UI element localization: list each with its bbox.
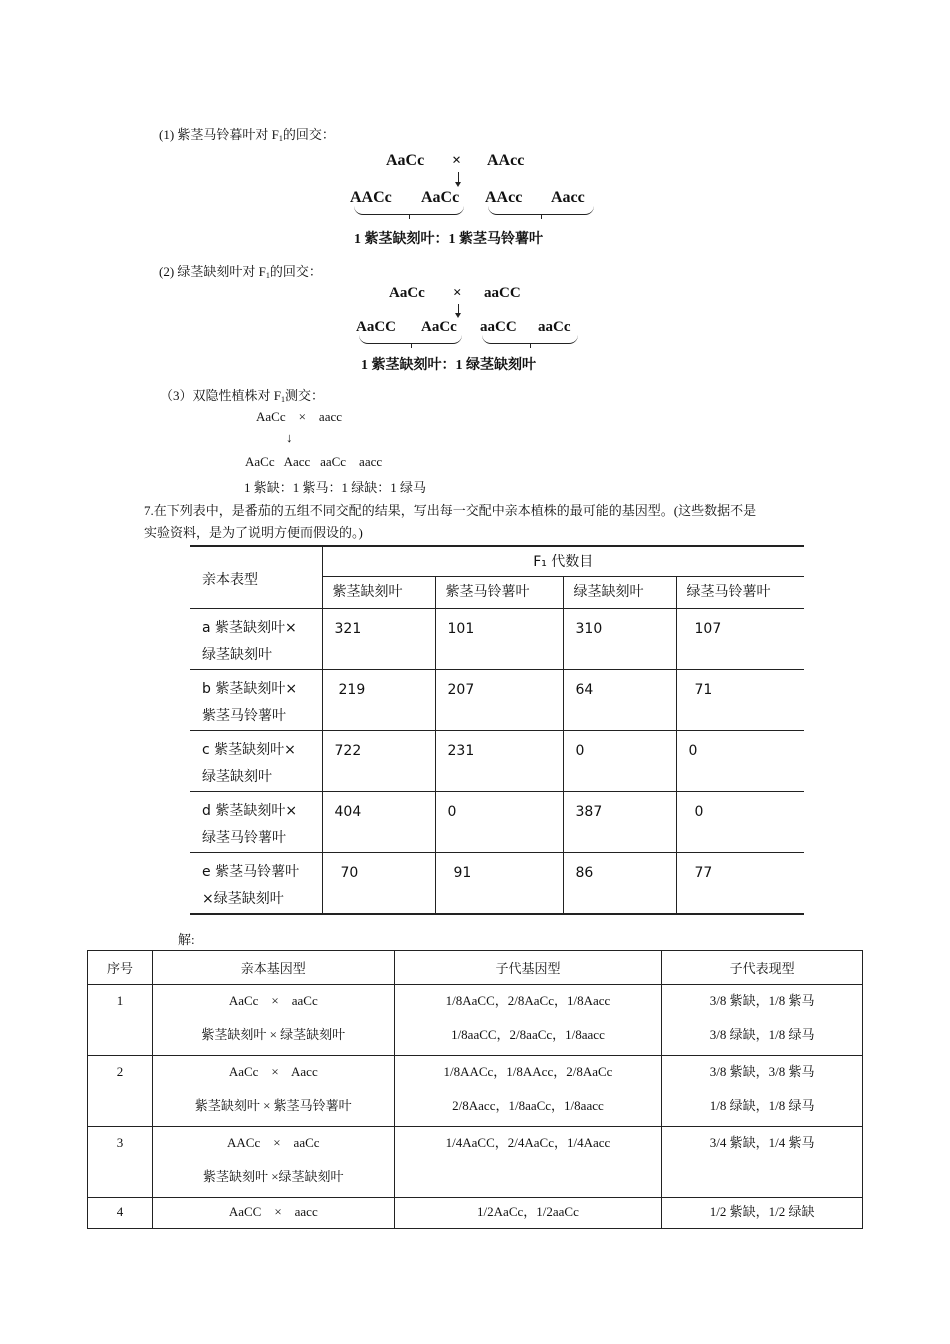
count-cell: 321 [322, 608, 435, 669]
count-cell: 722 [322, 730, 435, 791]
section1-offspring-1: AACc [350, 189, 392, 206]
answer-header-offspring-genotype: 子代基因型 [394, 951, 662, 985]
count-cell: 71 [676, 669, 804, 730]
section1-arrow-icon [458, 172, 459, 184]
table-row [190, 608, 804, 669]
count-cell: 0 [563, 730, 676, 791]
parent-phenotype: 紫茎缺刻叶 × 绿茎缺刻叶 [201, 1027, 346, 1042]
count-cell: 77 [676, 852, 804, 914]
parent-genotype: AaCC × aacc [228, 1204, 318, 1219]
section1-offspring-2: AaCc [421, 189, 460, 206]
count-cell: 86 [563, 852, 676, 914]
offspring-genotype-line: 1/2AaCc，1/2aaCc [477, 1204, 579, 1219]
answer-header-parent: 亲本基因型 [152, 951, 394, 985]
table-row [190, 669, 804, 730]
count-cell: 101 [435, 608, 563, 669]
column-header: 紫茎马铃薯叶 [435, 576, 563, 608]
section2-label: (2) 绿茎缺刻叶对 $F_1$的回交： [159, 264, 322, 280]
section2-brace-left [359, 335, 462, 344]
parent-genotype: AaCc × Aacc [228, 1064, 318, 1079]
table-row [88, 1056, 863, 1127]
solution-label: 解: [178, 932, 195, 947]
count-cell: 0 [676, 730, 804, 791]
parent-phenotype: 紫茎缺刻叶 × 紫茎马铃薯叶 [194, 1098, 352, 1113]
offspring-genotype-line: 2/8Aacc，1/8aaCc，1/8aacc [452, 1098, 604, 1113]
section1-offspring-3: AAcc [485, 189, 523, 206]
offspring-genotype-line: 1/8AACc，1/8AAcc，2/8AaCc [443, 1064, 613, 1079]
row-number: 3 [116, 1135, 124, 1150]
parent-phenotype-cell: d 紫茎缺刻叶× 绿茎马铃薯叶 [190, 791, 322, 852]
table-row [88, 1127, 863, 1198]
column-header: 绿茎马铃薯叶 [676, 576, 804, 608]
parent-phenotype: 紫茎缺刻叶 ×绿茎缺刻叶 [202, 1169, 344, 1184]
table-row [88, 1198, 863, 1229]
count-cell: 404 [322, 791, 435, 852]
section3-offspring: AaCc Aacc aaCc aacc [245, 454, 383, 469]
offspring-genotype-line: 1/4AaCC，2/4AaCc，1/4Aacc [445, 1135, 611, 1150]
table-row [190, 730, 804, 791]
parent-genotype: AACc × aaCc [227, 1135, 320, 1150]
section2-arrow-icon [458, 304, 459, 315]
offspring-phenotype-line: 1/2 紫缺，1/2 绿缺 [709, 1204, 815, 1219]
section1-brace-left [354, 206, 464, 215]
parent-phenotype-cell: b 紫茎缺刻叶× 紫茎马铃薯叶 [190, 669, 322, 730]
section3-cross: AaCc × aacc [256, 409, 343, 424]
offspring-genotype-line: 1/8aaCC，2/8aaCc，1/8aacc [451, 1027, 605, 1042]
parent-phenotype-cell: c 紫茎缺刻叶× 绿茎缺刻叶 [190, 730, 322, 791]
offspring-phenotype-line: 3/4 紫缺，1/4 紫马 [709, 1135, 815, 1150]
offspring-phenotype-line: 3/8 紫缺，3/8 紫马 [709, 1064, 815, 1079]
answer-header-no: 序号 [88, 951, 153, 985]
offspring-phenotype-line [663, 1162, 861, 1196]
column-header: 紫茎缺刻叶 [322, 576, 435, 608]
offspring-genotype-line: 1/8AaCC，2/8AaCc，1/8Aacc [445, 993, 611, 1008]
table-row [88, 985, 863, 1056]
section2-offspring-1: AaCC [356, 319, 396, 335]
section1-label: (1) 紫茎马铃暮叶对 $F_1$的回交： [159, 127, 335, 143]
table-row [190, 791, 804, 852]
section1-ratio: 1 紫茎缺刻叶：1 紫茎马铃薯叶 [354, 232, 543, 247]
count-cell: 0 [676, 791, 804, 852]
section1-cross-sign: × [452, 152, 462, 169]
count-cell: 219 [322, 669, 435, 730]
offspring-phenotype-line: 3/8 紫缺，1/8 紫马 [709, 993, 815, 1008]
parent-genotype: AaCc × aaCc [228, 993, 318, 1008]
offspring-phenotype-line: 1/8 绿缺，1/8 绿马 [709, 1098, 815, 1113]
answer-header-offspring-phenotype: 子代表现型 [662, 951, 863, 985]
section2-parent1: AaCc [389, 285, 425, 301]
count-cell: 310 [563, 608, 676, 669]
column-header: 绿茎缺刻叶 [563, 576, 676, 608]
section3-label: （3）双隐性植株对 $F_1$测交： [160, 388, 324, 404]
section1-parent1: AaCc [386, 152, 425, 169]
section1-brace-right [488, 206, 594, 215]
count-cell: 70 [322, 852, 435, 914]
table-row [190, 852, 804, 914]
section2-offspring-4: aaCc [538, 319, 571, 335]
section3-ratio: 1 紫缺：1 紫马：1 绿缺：1 绿马 [244, 480, 427, 495]
count-cell: 231 [435, 730, 563, 791]
question7-line2: 实验资料，是为了说明方便而假设的。) [144, 525, 363, 540]
parent-phenotype-header: 亲本表型 [190, 546, 322, 608]
count-cell: 64 [563, 669, 676, 730]
section2-ratio: 1 紫茎缺刻叶：1 绿茎缺刻叶 [361, 358, 536, 373]
f1-count-header: F₁ 代数目 [322, 546, 804, 576]
count-cell: 207 [435, 669, 563, 730]
parent-phenotype-cell: e 紫茎马铃薯叶 ×绿茎缺刻叶 [190, 852, 322, 914]
section2-offspring-3: aaCC [480, 319, 517, 335]
answer-table [87, 950, 863, 1229]
count-cell: 387 [563, 791, 676, 852]
section3-arrow-icon: ↓ [286, 430, 293, 445]
section1-offspring-4: Aacc [551, 189, 585, 206]
question7-line1: 7.在下列表中，是番茄的五组不同交配的结果，写出每一交配中亲本植株的最可能的基因型。(这些数据不是 [144, 503, 757, 518]
section2-cross-sign: × [453, 285, 462, 301]
section1-parent2: AAcc [487, 152, 525, 169]
count-cell: 0 [435, 791, 563, 852]
section2-parent2: aaCC [484, 285, 521, 301]
offspring-phenotype-line: 3/8 绿缺，1/8 绿马 [709, 1027, 815, 1042]
section2-offspring-2: AaCc [421, 319, 457, 335]
cross-data-table [190, 545, 804, 915]
row-number: 2 [116, 1064, 124, 1079]
row-number: 4 [116, 1204, 124, 1219]
row-number: 1 [116, 993, 124, 1008]
parent-phenotype-cell: a 紫茎缺刻叶× 绿茎缺刻叶 [190, 608, 322, 669]
offspring-genotype-line [396, 1162, 661, 1196]
section2-brace-right [482, 335, 578, 344]
count-cell: 107 [676, 608, 804, 669]
count-cell: 91 [435, 852, 563, 914]
